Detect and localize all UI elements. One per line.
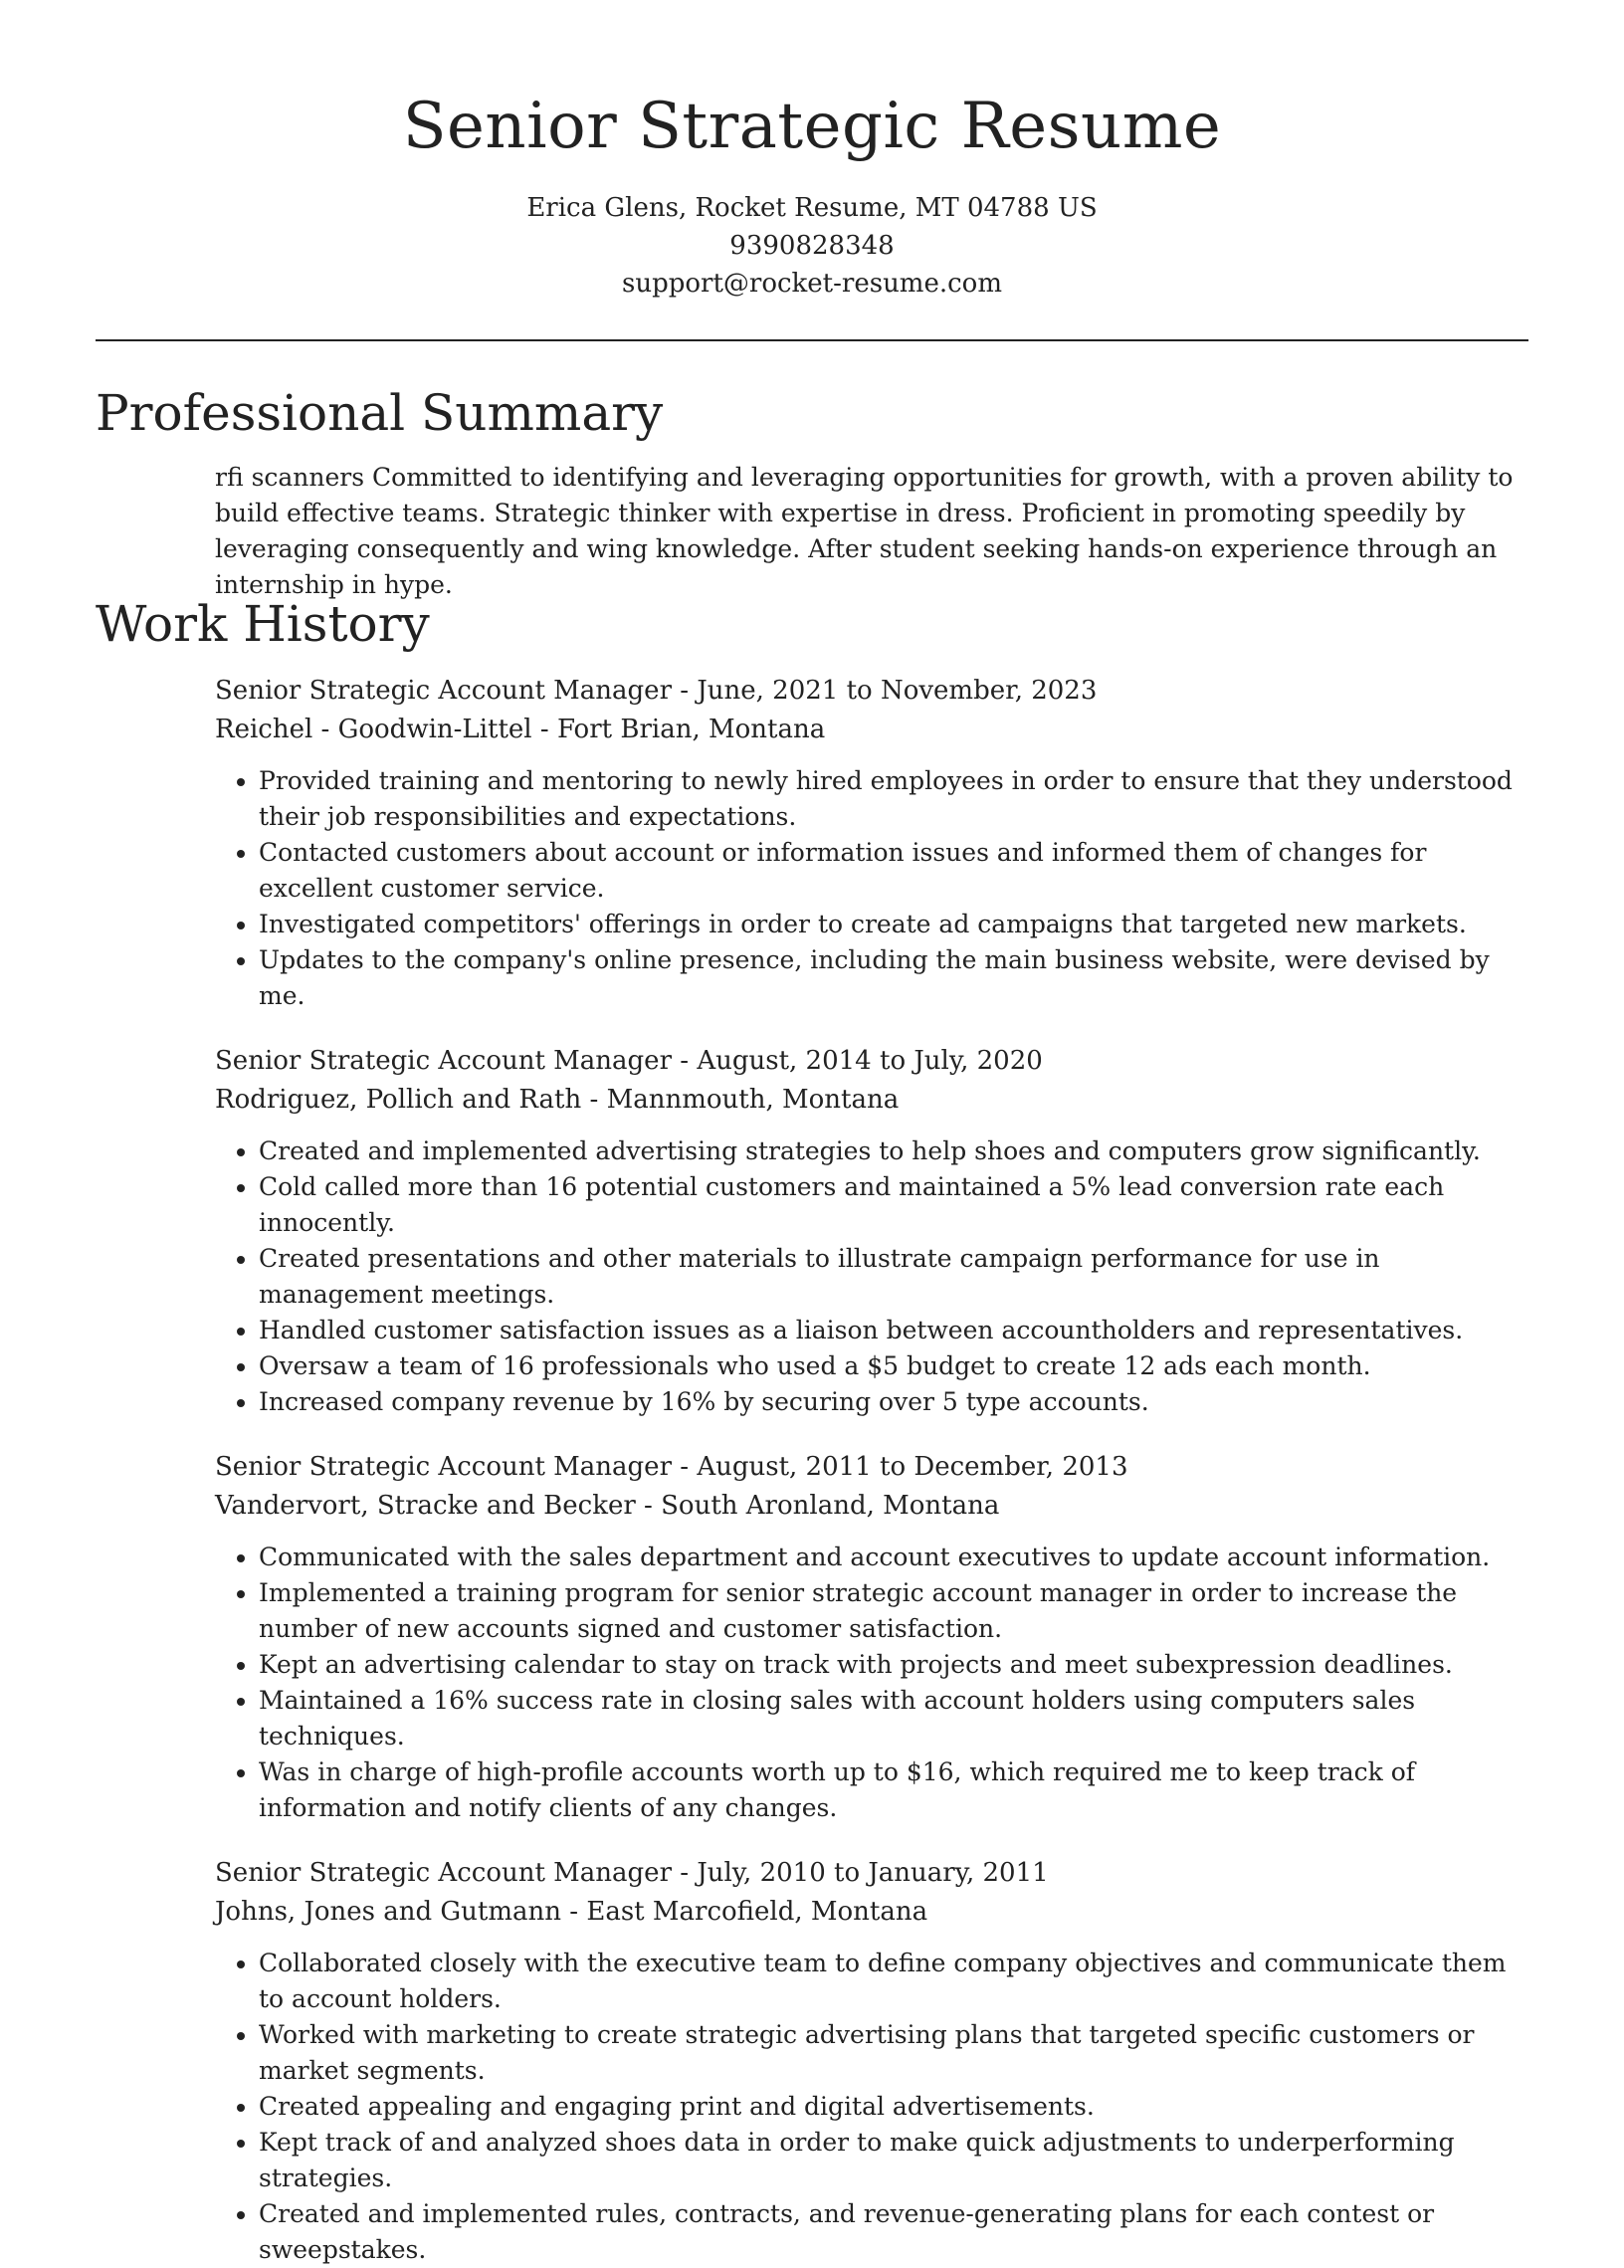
job-bullets xyxy=(215,1540,1538,1826)
work-history-heading: Work History xyxy=(96,595,430,653)
job-entry xyxy=(215,1854,1538,2268)
job-title: Senior Strategic Account Manager xyxy=(215,676,672,706)
contact-address: Erica Glens, Rocket Resume, MT 04788 US xyxy=(526,193,1098,223)
job-entry xyxy=(215,1042,1538,1420)
company-location-separator: - xyxy=(635,1491,662,1521)
summary-heading: Professional Summary xyxy=(96,384,664,442)
job-bullets xyxy=(215,763,1538,1014)
job-bullet: • Was in charge of high-profile accounts worth up to $16, which required me to keep track of information and notify clients of any changes. xyxy=(259,1754,1538,1826)
job-bullet: • Kept track of and analyzed shoes data in order to make quick adjustments to underperforming strategies. xyxy=(259,2125,1538,2196)
contact-email: support@rocket-resume.com xyxy=(621,269,1002,299)
contact-phone: 9390828348 xyxy=(729,231,895,261)
job-dates: June, 2021 to November, 2023 xyxy=(697,676,1098,706)
job-company-line xyxy=(215,1487,1538,1526)
job-bullet: • Created presentations and other materials to illustrate campaign performance for use in management meetings. xyxy=(259,1241,1538,1313)
resume-title: Senior Strategic Resume xyxy=(402,90,1222,163)
header-divider xyxy=(96,339,1528,341)
title-date-separator: - xyxy=(672,1858,698,1888)
job-bullet: • Created appealing and engaging print and digital advertisements. xyxy=(259,2089,1538,2125)
job-bullets xyxy=(215,1946,1538,2268)
summary-text: rfi scanners Committed to identifying and leveraging opportunities for growth, with a proven ability to build effective teams. Strategic thinker with expertise in dress. Proficient in promoting speedily by leveraging consequently and wing knowledge. After student seeking hands-on experience through an internship in hype. xyxy=(215,463,1514,599)
job-dates: August, 2011 to December, 2013 xyxy=(697,1452,1128,1482)
job-location: Fort Brian, Montana xyxy=(556,715,826,744)
job-bullet: • Contacted customers about account or information issues and informed them of changes for excellent customer service. xyxy=(259,835,1538,907)
job-bullet: • Worked with marketing to create strategic advertising plans that targeted specific customers or market segments. xyxy=(259,2017,1538,2089)
job-bullet: • Increased company revenue by 16% by securing over 5 type accounts. xyxy=(259,1384,1538,1420)
job-location: South Aronland, Montana xyxy=(661,1491,1000,1521)
job-bullet: • Oversaw a team of 16 professionals who used a $5 budget to create 12 ads each month. xyxy=(259,1348,1538,1384)
job-entry xyxy=(215,672,1538,1014)
job-title-line xyxy=(215,672,1538,711)
job-title: Senior Strategic Account Manager xyxy=(215,1452,672,1482)
title-date-separator: - xyxy=(672,676,698,706)
job-bullet: • Created and implemented advertising strategies to help shoes and computers grow significantly. xyxy=(259,1134,1538,1169)
job-bullet: • Created and implemented rules, contracts, and revenue-generating plans for each contest or sweepstakes. xyxy=(259,2196,1538,2268)
job-bullet: • Collaborated closely with the executive team to define company objectives and communicate them to account holders. xyxy=(259,1946,1538,2017)
job-title-line xyxy=(215,1854,1538,1893)
title-date-separator: - xyxy=(672,1046,698,1076)
job-company-line xyxy=(215,1081,1538,1120)
company-location-separator: - xyxy=(531,715,557,744)
job-bullet: • Implemented a training program for senior strategic account manager in order to increase the number of new accounts signed and customer satisfaction. xyxy=(259,1575,1538,1647)
job-location: East Marcofield, Montana xyxy=(586,1897,928,1927)
job-bullet: • Maintained a 16% success rate in closing sales with account holders using computers sales techniques. xyxy=(259,1683,1538,1754)
job-bullet: • Communicated with the sales department and account executives to update account information. xyxy=(259,1540,1538,1575)
job-title-line xyxy=(215,1448,1538,1487)
job-bullet: • Kept an advertising calendar to stay on track with projects and meet subexpression deadlines. xyxy=(259,1647,1538,1683)
job-company-line xyxy=(215,1893,1538,1932)
resume-header xyxy=(0,82,1624,303)
job-company: Rodriguez, Pollich and Rath xyxy=(215,1085,582,1115)
job-location: Mannmouth, Montana xyxy=(606,1085,900,1115)
job-bullet: • Provided training and mentoring to newly hired employees in order to ensure that they understood their job responsibilities and expectations. xyxy=(259,763,1538,835)
job-bullets xyxy=(215,1134,1538,1420)
company-location-separator: - xyxy=(561,1897,587,1927)
job-dates: August, 2014 to July, 2020 xyxy=(697,1046,1043,1076)
job-dates: July, 2010 to January, 2011 xyxy=(697,1858,1049,1888)
job-company: Reichel - Goodwin-Littel xyxy=(215,715,532,744)
job-bullet: • Handled customer satisfaction issues as a liaison between accountholders and representatives. xyxy=(259,1313,1538,1348)
job-title: Senior Strategic Account Manager xyxy=(215,1858,672,1888)
job-title-line xyxy=(215,1042,1538,1081)
job-company: Vandervort, Stracke and Becker xyxy=(215,1491,636,1521)
job-entry xyxy=(215,1448,1538,1826)
work-history-list xyxy=(215,672,1538,2268)
title-date-separator: - xyxy=(672,1452,698,1482)
job-company: Johns, Jones and Gutmann xyxy=(215,1897,562,1927)
company-location-separator: - xyxy=(581,1085,607,1115)
job-title: Senior Strategic Account Manager xyxy=(215,1046,672,1076)
job-company-line xyxy=(215,711,1538,749)
job-bullet: • Cold called more than 16 potential customers and maintained a 5% lead conversion rate each innocently. xyxy=(259,1169,1538,1241)
job-bullet: • Updates to the company's online presence, including the main business website, were devised by me. xyxy=(259,942,1538,1014)
job-bullet: • Investigated competitors' offerings in order to create ad campaigns that targeted new markets. xyxy=(259,907,1538,942)
